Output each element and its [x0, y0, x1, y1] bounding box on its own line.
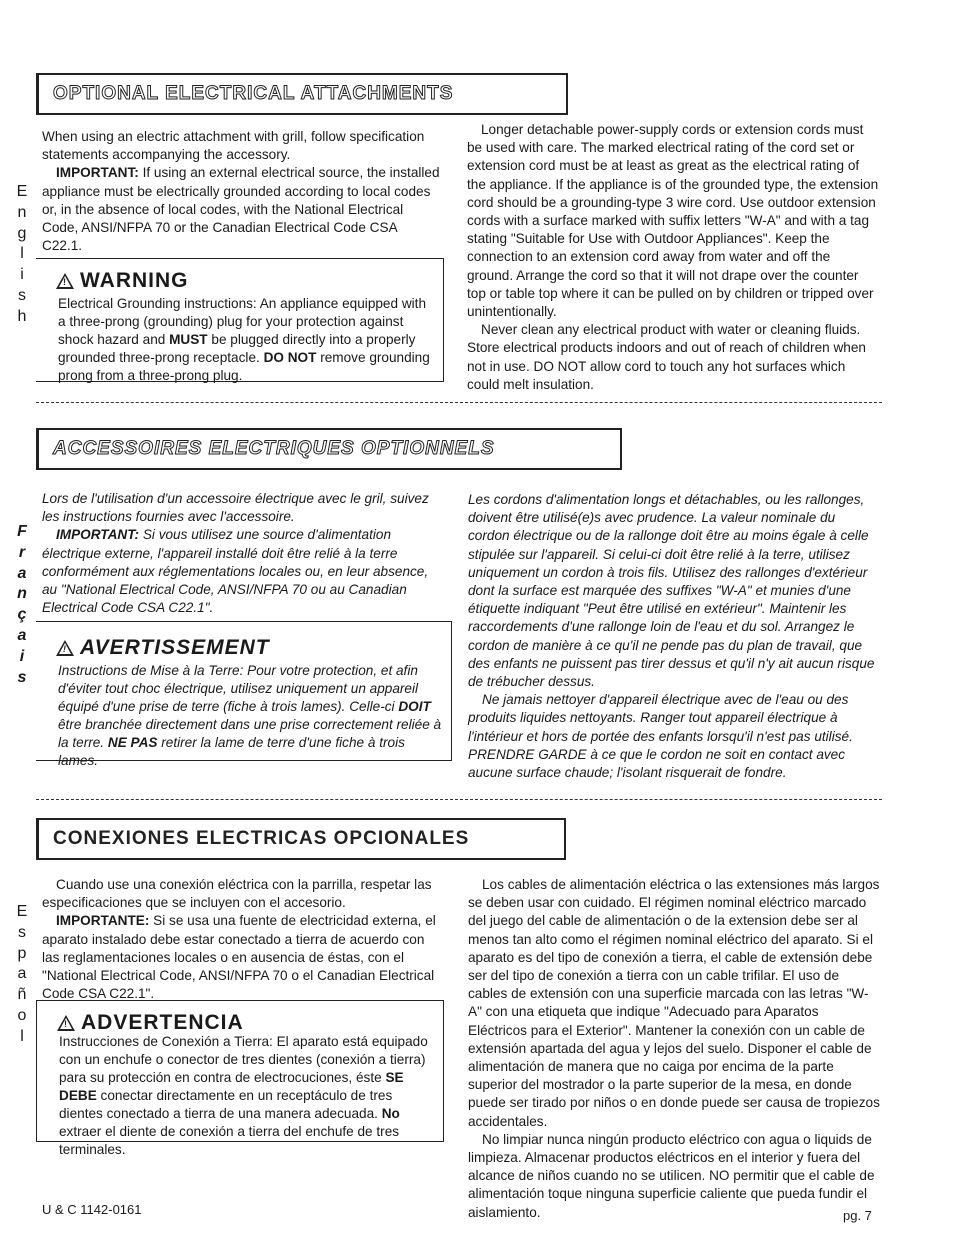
warning-text-2: conectar directamente en un receptáculo de tres dientes conectado a tierra de una manera adecuada.: [59, 1088, 393, 1121]
warning-heading: [57, 1011, 244, 1035]
warning-title: WARNING: [80, 269, 189, 292]
section-title-text: CONEXIONES ELECTRICAS OPCIONALES: [53, 828, 470, 849]
side-label-letter: a: [17, 564, 27, 582]
side-label-letter: ç: [17, 606, 27, 624]
section-title-text: ACCESSOIRES ELECTRIQUES OPTIONNELS: [53, 438, 495, 459]
warning-title: AVERTISSEMENT: [80, 636, 270, 659]
warning-triangle-icon: [56, 640, 74, 656]
side-label-letter: l: [20, 1027, 24, 1045]
warning-heading: [56, 636, 270, 660]
warning-bold-2: No: [381, 1106, 400, 1121]
side-label-letter: i: [20, 266, 24, 284]
warning-text-1: Instrucciones de Conexión a Tierra: El aparato está equipado con un enchufe o conector de tres dientes (conexión a tierra) para su protección en contra de electrocuciones, éste: [59, 1034, 428, 1085]
side-label-letter: s: [18, 923, 26, 941]
french-side-label: [14, 522, 30, 688]
side-label-letter: E: [16, 903, 28, 920]
side-label-letter: n: [17, 203, 27, 221]
english-warning-box: [36, 258, 444, 382]
english-right-p1: Longer detachable power-supply cords or extension cords must be used with care. The marked electrical rating of the cord set or extension cord must be at least as great as the electrical rating of the appliance. If the appliance is of the grounded type, the extension cord should be a grounding-type 3 wire cord. Use outdoor extension cords with a surface marked with suffix letters "W-A" and with a tag stating "Suitable for Use with Outdoor Appliances". Keep the connection to an extension cord away from water and off the ground. Arrange the cord so that it will not drape over the counter top or table top where it can be pulled on by children or tripped over unintentionally.: [467, 122, 879, 320]
french-right-p2: Ne jamais nettoyer d'appareil électrique avec de l'eau ou des produits liquides nettoyants. Ranger tout appareil électrique à l'intérieur et hors de portée des enfants lorsqu'il n'est pas utilisé. PRENDRE GARDE à ce que le cordon ne soit en contact avec aucune surface chaude; l'isolant risquerait de fondre.: [468, 692, 853, 781]
english-left-p2: [42, 164, 440, 255]
side-label-letter: p: [17, 944, 27, 962]
side-label-letter: l: [20, 245, 24, 263]
side-label-letter: r: [18, 543, 26, 561]
side-label-letter: E: [16, 183, 28, 200]
side-label-letter: a: [17, 626, 27, 644]
important-label: IMPORTANTE:: [56, 913, 150, 929]
side-label-letter: F: [17, 523, 27, 540]
warning-text-2: être branchée directement dans une prise correctement reliée à la terre.: [58, 717, 442, 750]
spanish-left-column: [42, 876, 442, 1003]
french-left-p2: [42, 526, 442, 617]
side-label-letter: n: [17, 585, 27, 603]
section-divider: [36, 402, 882, 403]
warning-heading: [56, 269, 189, 293]
document-number: U & C 1142-0161: [42, 1202, 142, 1217]
french-left-p1: Lors de l'utilisation d'un accessoire électrique avec le gril, suivez les instructions fournies avec l'accessoire.: [42, 491, 429, 525]
warning-bold-1: MUST: [169, 332, 208, 347]
english-right-p2: Never clean any electrical product with water or cleaning fluids. Store electrical products indoors and out of reach of children when not in use. DO NOT allow cord to touch any hot surfaces which could melt insulation.: [467, 322, 866, 392]
warning-body: [58, 662, 446, 770]
warning-text-3: extraer el diente de conexión a tierra del enchufe de tres terminales.: [59, 1124, 400, 1157]
warning-text-3: retirer la lame de terre d'une fiche à trois lames.: [58, 735, 405, 768]
english-left-column: [42, 128, 440, 255]
warning-bold-1: SE DEBE: [59, 1070, 404, 1103]
important-text: Si vous utilisez une source d'alimentation électrique externe, l'appareil installé doit être relié à la terre conformément aux réglementations locales ou, en leur absence, au "National Electrical Code, ANSI/NFPA 70 ou au Canadian Electrical Code CSA C22.1".: [42, 527, 429, 616]
spanish-side-label: [14, 902, 30, 1048]
page-number: pg. 7: [843, 1208, 872, 1223]
french-left-column: [42, 490, 442, 617]
side-label-letter: s: [17, 668, 27, 686]
side-label-letter: g: [17, 224, 27, 242]
warning-bold-2: DO NOT: [263, 350, 317, 365]
side-label-letter: i: [19, 647, 25, 665]
warning-text-3: remove grounding prong from a three-prong plug.: [58, 350, 430, 383]
warning-body: [59, 1033, 439, 1159]
warning-text-1: Electrical Grounding instructions: An appliance equipped with a three-prong (grounding) plug for your protection against shock hazard and: [58, 296, 427, 347]
warning-bold-2: NE PAS: [107, 735, 158, 750]
side-label-letter: s: [18, 286, 26, 304]
important-label: IMPORTANT:: [56, 165, 139, 181]
section-title-french: [36, 428, 622, 470]
spanish-right-p1: Los cables de alimentación eléctrica o las extensiones más largos se deben usar con cuidado. El régimen nominal eléctrico marcado del juego del cable de alimentación o de la extension debe ser al menos tan alto como el régimen nominal eléctrico del aparato. Si el aparato es del tipo de conexión a tierra, el cable de extensión debe ser del tipo de conexión a tierra con un cable trifilar. El uso de cables de extensión con una superficie marcada con las letras "W-A" con una etiqueta que indique "Adecuado para Aparatos Eléctricos para el Exterior". Mantener la conexión con un cable de extensión apartada del agua y lejos del suelo. Disponer el cable de alimentación de manera que no caiga por encima de la parte superior del mostrador o la parte superior de la mesa, en donde puede ser tirado por niños o en donde puede ser causa de tropiezos accidentales.: [468, 877, 880, 1129]
warning-body: [58, 295, 436, 385]
warning-triangle-icon: [56, 273, 74, 289]
warning-triangle-icon: [57, 1015, 75, 1031]
french-right-p1: Les cordons d'alimentation longs et détachables, ou les rallonges, doivent être utilisé(e)s avec prudence. La valeur nominale du cordon électrique ou de la rallonge doit être au moins égale à celle stipulée sur l'appareil. Si celui-ci doit être relié à la terre, utilisez uniquement un cordon à trois fils. Utilisez des rallonges d'extérieur dont la surface est marquée des suffixes "W-A" et munies d'une étiquette indiquant "Peut être utilisé en extérieur". Maintenir les raccordements d'une rallonge loin de l'eau et du sol. Arrangez le cordon de manière à ce qu'il ne pende pas du plan de travail, que des enfants ne puissent pas tirer dessus et qu'il n'y ait aucun risque de trébucher dessus.: [468, 492, 875, 690]
side-label-letter: a: [17, 965, 27, 983]
section-title-spanish: [36, 818, 566, 860]
important-label: IMPORTANT:: [56, 527, 140, 543]
spanish-right-column: [468, 876, 880, 1222]
english-left-p1: When using an electric attachment with grill, follow specification statements accompanying the accessory.: [42, 129, 425, 163]
spanish-left-p1: Cuando use una conexión eléctrica con la parrilla, respetar las especificaciones que se incluyen con el accesorio.: [42, 877, 432, 911]
english-right-column: [467, 121, 879, 394]
french-warning-box: [36, 621, 452, 768]
section-title-text: OPTIONAL ELECTRICAL ATTACHMENTS: [53, 83, 454, 104]
warning-text-2: be plugged directly into a properly grounded three-prong receptacle.: [58, 332, 416, 365]
spanish-left-p2: [42, 912, 442, 1003]
important-text: If using an external electrical source, the installed appliance must be electrically grounded according to local codes or, in the absence of local codes, with the National Electrical Code, ANSI/NFPA 70 or the Canadian Electrical Code CSA C22.1.: [42, 165, 440, 254]
warning-text-1: Instructions de Mise à la Terre: Pour votre protection, et afin d'éviter tout choc électrique, utilisez uniquement un appareil équipé d'une prise de terre (fiche à trois lames). Celle-ci: [58, 663, 419, 714]
side-label-letter: h: [17, 307, 27, 325]
side-label-letter: o: [17, 1006, 27, 1024]
french-right-column: [468, 491, 880, 782]
section-title-english: [36, 73, 568, 115]
side-label-letter: ñ: [17, 986, 27, 1004]
english-side-label: [14, 182, 30, 328]
warning-bold-1: DOIT: [398, 699, 431, 714]
important-text: Si se usa una fuente de electricidad externa, el aparato instalado debe estar conectado a tierra de acuerdo con las reglamentaciones locales o en ausencia de éstas, con el "National Electrical Code, ANSI/NFPA 70 o el Canadian Electrical Code CSA C22.1".: [42, 913, 436, 1002]
spanish-right-p2: No limpiar nunca ningún producto eléctrico con agua o liquids de limpieza. Almacenar productos eléctricos en el interior y fuera del alcance de niños cuando no se utilicen. NO permitir que el cable de alimentación toque ninguna superficie caliente que pueda fundir el aislamiento.: [468, 1131, 875, 1220]
spanish-warning-box: [36, 1000, 444, 1157]
section-divider: [36, 799, 882, 800]
warning-title: ADVERTENCIA: [81, 1011, 244, 1034]
